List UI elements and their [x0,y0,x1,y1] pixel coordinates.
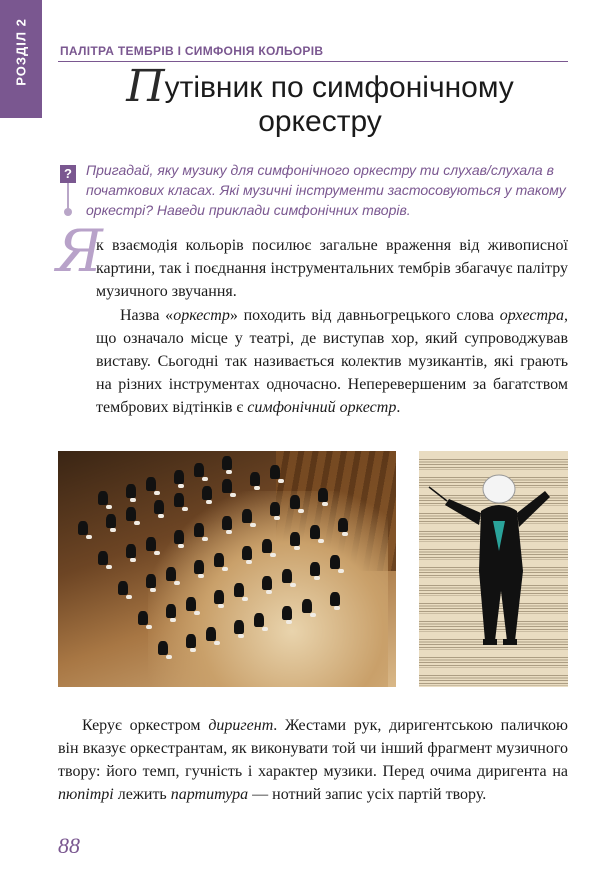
question-icon: ? [60,165,76,183]
music-sheet [226,530,232,534]
music-sheet [194,611,200,615]
musician [146,537,156,551]
section-tab-label: РОЗДІЛ 2 [13,18,29,86]
music-sheet [134,521,140,525]
music-sheet [106,565,112,569]
musician [78,521,88,535]
music-sheet [190,648,196,652]
music-sheet [338,569,344,573]
musician [262,576,272,590]
music-sheet [202,477,208,481]
musician [290,495,300,509]
music-sheet [154,551,160,555]
musician [310,525,320,539]
section-tab [0,0,42,118]
title-line1: утівник по симфонічному [164,71,514,104]
music-sheet [110,528,116,532]
musician [234,620,244,634]
musician [222,516,232,530]
music-sheet [150,588,156,592]
question-marker-line [67,183,69,211]
musician [194,560,204,574]
musician [106,514,116,528]
music-sheet [130,498,136,502]
music-sheet [222,567,228,571]
text-run: . [396,399,401,416]
musician [222,456,232,470]
text-run: , що означало місце у театрі, де виступав хор, який супроводжував виставу. Сьогодні так називається колектив музикантів, які грають на різних інструментах одночасно. Неперевершеним за багатством тембрових відтінків є [96,307,569,416]
term-orchestra-greek: орхестра [499,307,565,324]
music-sheet [214,641,220,645]
musician [242,546,252,560]
music-sheet [158,514,164,518]
conductor-illustration [419,451,568,687]
music-sheet [202,537,208,541]
musician [270,502,280,516]
intro-paragraph: к взаємодія кольорів посилює загальне враження від живописної картини, так і поєднання інструментальних тембрів збагачує палітру музичного звучання. [96,237,568,300]
text-run: . Жестами рук, диригентською паличкою він вказує оркестрантам, як виконувати той чи інший фрагмент музичного твору: його темп, гучність і характер музики. Перед очима диригента на [58,717,568,780]
musician [270,465,280,479]
text-run: Назва « [120,307,174,324]
musician [194,523,204,537]
musician [262,539,272,553]
music-sheet [342,532,348,536]
musician [98,491,108,505]
musician [318,488,328,502]
music-sheet [178,544,184,548]
musician [330,555,340,569]
music-sheet [182,507,188,511]
musician [214,553,224,567]
musician [214,590,224,604]
musician [126,507,136,521]
musician [234,583,244,597]
orchestra-photo [58,451,396,687]
musician [186,597,196,611]
music-sheet [298,509,304,513]
musician [338,518,348,532]
paragraph-orchestra [96,304,568,419]
music-sheet [286,620,292,624]
musician [254,613,264,627]
musician [98,551,108,565]
music-sheet [278,479,284,483]
musician [126,484,136,498]
musician [146,477,156,491]
title-line2: оркестру [258,105,382,138]
musician [206,627,216,641]
musician [174,493,184,507]
musician [250,472,260,486]
music-sheet [178,484,184,488]
musician [302,599,312,613]
text-run: Керує оркестром [82,717,209,734]
music-sheet [246,560,252,564]
musician [158,641,168,655]
term-symphony-orchestra: симфонічний оркестр [247,399,397,416]
music-sheet [226,470,232,474]
music-sheet [318,539,324,543]
musician [154,500,164,514]
musician [222,479,232,493]
music-sheet [130,558,136,562]
music-sheet [262,627,268,631]
conductor-figure [419,451,568,687]
text-run: лежить [113,786,171,803]
music-sheet [126,595,132,599]
music-sheet [154,491,160,495]
music-sheet [250,523,256,527]
music-sheet [106,505,112,509]
music-sheet [270,553,276,557]
music-sheet [86,535,92,539]
musician [330,592,340,606]
drop-cap: Я [56,217,103,285]
music-sheet [166,655,172,659]
term-score: партитура [170,786,249,803]
musician [282,606,292,620]
musician [166,567,176,581]
music-sheet [198,574,204,578]
music-sheet [170,618,176,622]
page-title [70,61,570,139]
music-sheet [174,581,180,585]
music-sheet [146,625,152,629]
page-number: 88 [58,833,80,858]
music-sheet [294,546,300,550]
musician [310,562,320,576]
music-sheet [322,502,328,506]
musician [138,611,148,625]
music-sheet [290,583,296,587]
musician [126,544,136,558]
music-sheet [218,604,224,608]
musician [118,581,128,595]
term-conductor: диригент [208,717,274,734]
musician [186,634,196,648]
music-sheet [310,613,316,617]
music-sheet [274,516,280,520]
text-run: » походить від давньогрецького слова [229,307,500,324]
musician [282,569,292,583]
musician [290,532,300,546]
running-head: ПАЛІТРА ТЕМБРІВ І СИМФОНІЯ КОЛЬОРІВ [60,44,324,58]
term-orchestra: оркестр [173,307,230,324]
title-initial: П [126,61,165,112]
paragraph-conductor [58,714,568,806]
music-sheet [242,597,248,601]
musician [174,530,184,544]
music-sheet [334,606,340,610]
musician [146,574,156,588]
question-text: Пригадай, яку музику для симфонічного оркестру ти слухав/слухала в початкових класах. Які музичні інструменти застосовуються у такому оркестрі? Наведи приклади симфонічних творів. [86,162,566,218]
musician [202,486,212,500]
musician [242,509,252,523]
music-sheet [254,486,260,490]
music-sheet [238,634,244,638]
music-sheet [314,576,320,580]
music-sheet [230,493,236,497]
musician [174,470,184,484]
musician [166,604,176,618]
musician [194,463,204,477]
music-sheet [206,500,212,504]
question-marker-dot [64,208,72,216]
term-music-stand: пюпітрі [58,786,114,803]
text-run: — нотний запис усіх партій твору. [248,786,487,803]
music-sheet [266,590,272,594]
